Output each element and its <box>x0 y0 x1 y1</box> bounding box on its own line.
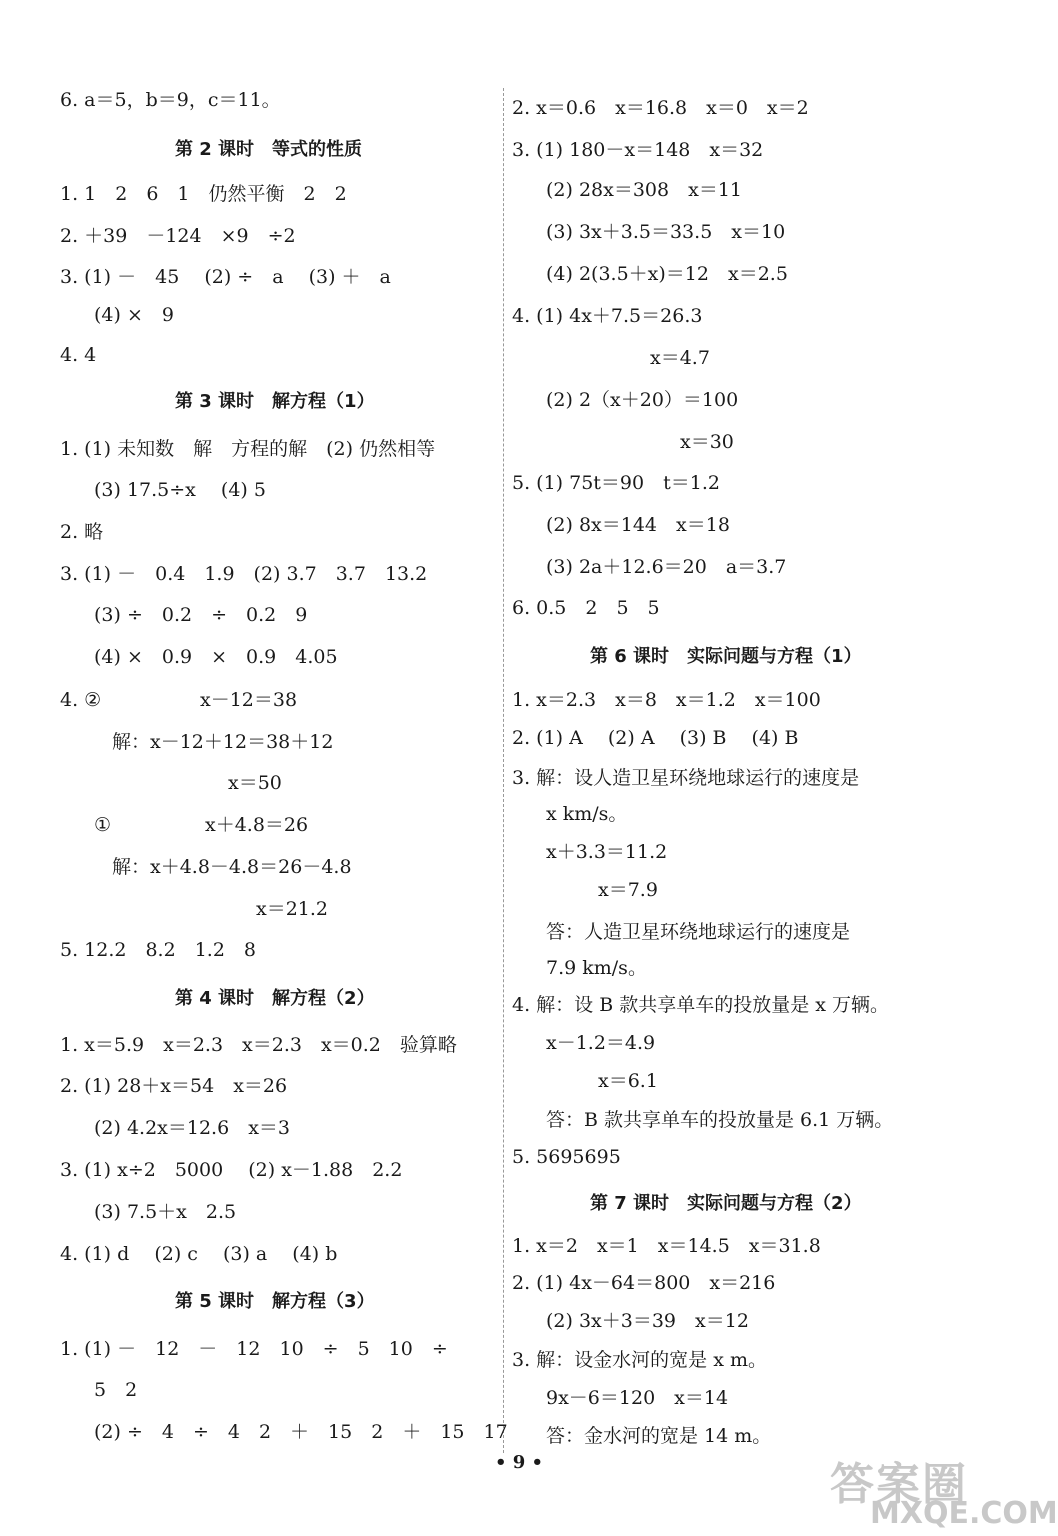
solution-result: x＝4.7 <box>650 347 710 369</box>
answer-line: 1. (1) 未知数 解 方程的解 (2) 仍然相等 <box>60 438 436 460</box>
watermark-url: MXQE.COM <box>870 1496 1058 1531</box>
answer-line: 2. 略 <box>60 521 104 543</box>
answer-line: 2. (1) 4x－64＝800 x＝216 <box>512 1272 776 1294</box>
solution-step: 解：x－12＋12＝38＋12 <box>112 731 334 753</box>
answer-line: 2. (1) A (2) A (3) B (4) B <box>512 727 799 749</box>
answer-line: 5 2 <box>94 1379 138 1401</box>
equation: x－1.2＝4.9 <box>546 1032 656 1054</box>
answer-line: 1. (1) － 12 － 12 10 ÷ 5 10 ÷ <box>60 1338 448 1360</box>
answer-statement: 答：B 款共享单车的投放量是 6.1 万辆。 <box>546 1109 894 1131</box>
answer-statement: 7.9 km/s。 <box>546 957 647 979</box>
answer-line: 1. 1 2 6 1 仍然平衡 2 2 <box>60 183 347 205</box>
answer-statement: 答：金水河的宽是 14 m。 <box>546 1425 772 1447</box>
answer-line: (3) 17.5÷x (4) 5 <box>94 479 266 501</box>
answer-line: ① <box>94 814 112 836</box>
answer-line: (2) ÷ 4 ÷ 4 2 ＋ 15 2 ＋ 15 17 <box>94 1421 508 1443</box>
answer-line: (3) 2a＋12.6＝20 a＝3.7 <box>546 556 787 578</box>
answer-line: (3) 3x＋3.5＝33.5 x＝10 <box>546 221 786 243</box>
solution-result: x＝6.1 <box>598 1070 658 1092</box>
solution-result: x＝30 <box>680 431 734 453</box>
answer-line: 3. (1) － 0.4 1.9 (2) 3.7 3.7 13.2 <box>60 563 428 585</box>
section-heading-lesson-6: 第 6 课时 实际问题与方程（1） <box>590 646 862 667</box>
answer-line: 1. x＝5.9 x＝2.3 x＝2.3 x＝0.2 验算略 <box>60 1034 457 1056</box>
answer-statement: 答：人造卫星环绕地球运行的速度是 <box>546 921 851 943</box>
answer-line: (2) 8x＝144 x＝18 <box>546 514 730 536</box>
watermark-text: 答案圈 <box>830 1459 968 1510</box>
equation: x－12＝38 <box>200 689 298 711</box>
answer-line: 4. (1) 4x＋7.5＝26.3 <box>512 305 703 327</box>
answer-line: 2. ＋39 －124 ×9 ÷2 <box>60 225 296 247</box>
answer-line: (2) 28x＝308 x＝11 <box>546 179 743 201</box>
answer-line: 3. 解：设金水河的宽是 x m。 <box>512 1349 767 1371</box>
equation: 9x－6＝120 x＝14 <box>546 1387 729 1409</box>
answer-line: (2) 4.2x＝12.6 x＝3 <box>94 1117 290 1139</box>
answer-line: 6. 0.5 2 5 5 <box>512 597 660 619</box>
answer-line: 6. a＝5，b＝9，c＝11。 <box>60 89 281 111</box>
answer-line: 4. 4 <box>60 344 97 366</box>
answer-line: (2) 2（x＋20）＝100 <box>546 389 739 411</box>
answer-line: 5. 5695695 <box>512 1146 621 1168</box>
column-divider <box>503 88 504 1453</box>
equation: x＋3.3＝11.2 <box>546 841 668 863</box>
answer-line: 4. 解：设 B 款共享单车的投放量是 x 万辆。 <box>512 994 890 1016</box>
answer-line: 1. x＝2.3 x＝8 x＝1.2 x＝100 <box>512 689 821 711</box>
answer-line: 2. x＝0.6 x＝16.8 x＝0 x＝2 <box>512 97 809 119</box>
solution-result: x＝50 <box>228 772 282 794</box>
solution-result: x＝7.9 <box>598 879 658 901</box>
section-heading-lesson-7: 第 7 课时 实际问题与方程（2） <box>590 1193 862 1214</box>
section-heading-lesson-2: 第 2 课时 等式的性质 <box>175 139 363 160</box>
answer-line: 3. (1) x÷2 5000 (2) x－1.88 2.2 <box>60 1159 403 1181</box>
answer-line: (3) 7.5＋x 2.5 <box>94 1201 237 1223</box>
page-number: • 9 • <box>494 1452 544 1473</box>
solution-step: 解：x＋4.8－4.8＝26－4.8 <box>112 856 352 878</box>
section-heading-lesson-5: 第 5 课时 解方程（3） <box>175 1291 375 1312</box>
answer-line: (4) × 9 <box>94 304 174 326</box>
equation: x＋4.8＝26 <box>205 814 309 836</box>
answer-line: (4) × 0.9 × 0.9 4.05 <box>94 646 338 668</box>
answer-line: 4. (1) d (2) c (3) a (4) b <box>60 1243 338 1265</box>
answer-line: (3) ÷ 0.2 ÷ 0.2 9 <box>94 604 308 626</box>
answer-line: x km/s。 <box>546 803 628 825</box>
answer-line: 3. (1) 180－x＝148 x＝32 <box>512 139 764 161</box>
answer-line: 4. ② <box>60 689 102 711</box>
section-heading-lesson-3: 第 3 课时 解方程（1） <box>175 391 375 412</box>
answer-line: (4) 2(3.5＋x)＝12 x＝2.5 <box>546 263 788 285</box>
answer-line: 2. (1) 28＋x＝54 x＝26 <box>60 1075 288 1097</box>
watermark-logo <box>830 1448 1058 1533</box>
section-heading-lesson-4: 第 4 课时 解方程（2） <box>175 988 375 1009</box>
solution-result: x＝21.2 <box>256 898 329 920</box>
answer-line: (2) 3x＋3＝39 x＝12 <box>546 1310 749 1332</box>
answer-line: 3. 解：设人造卫星环绕地球运行的速度是 <box>512 767 860 789</box>
answer-line: 5. (1) 75t＝90 t＝1.2 <box>512 472 720 494</box>
answer-line: 1. x＝2 x＝1 x＝14.5 x＝31.8 <box>512 1235 821 1257</box>
answer-line: 5. 12.2 8.2 1.2 8 <box>60 939 256 961</box>
answer-line: 3. (1) － 45 (2) ÷ a (3) ＋ a <box>60 266 391 288</box>
